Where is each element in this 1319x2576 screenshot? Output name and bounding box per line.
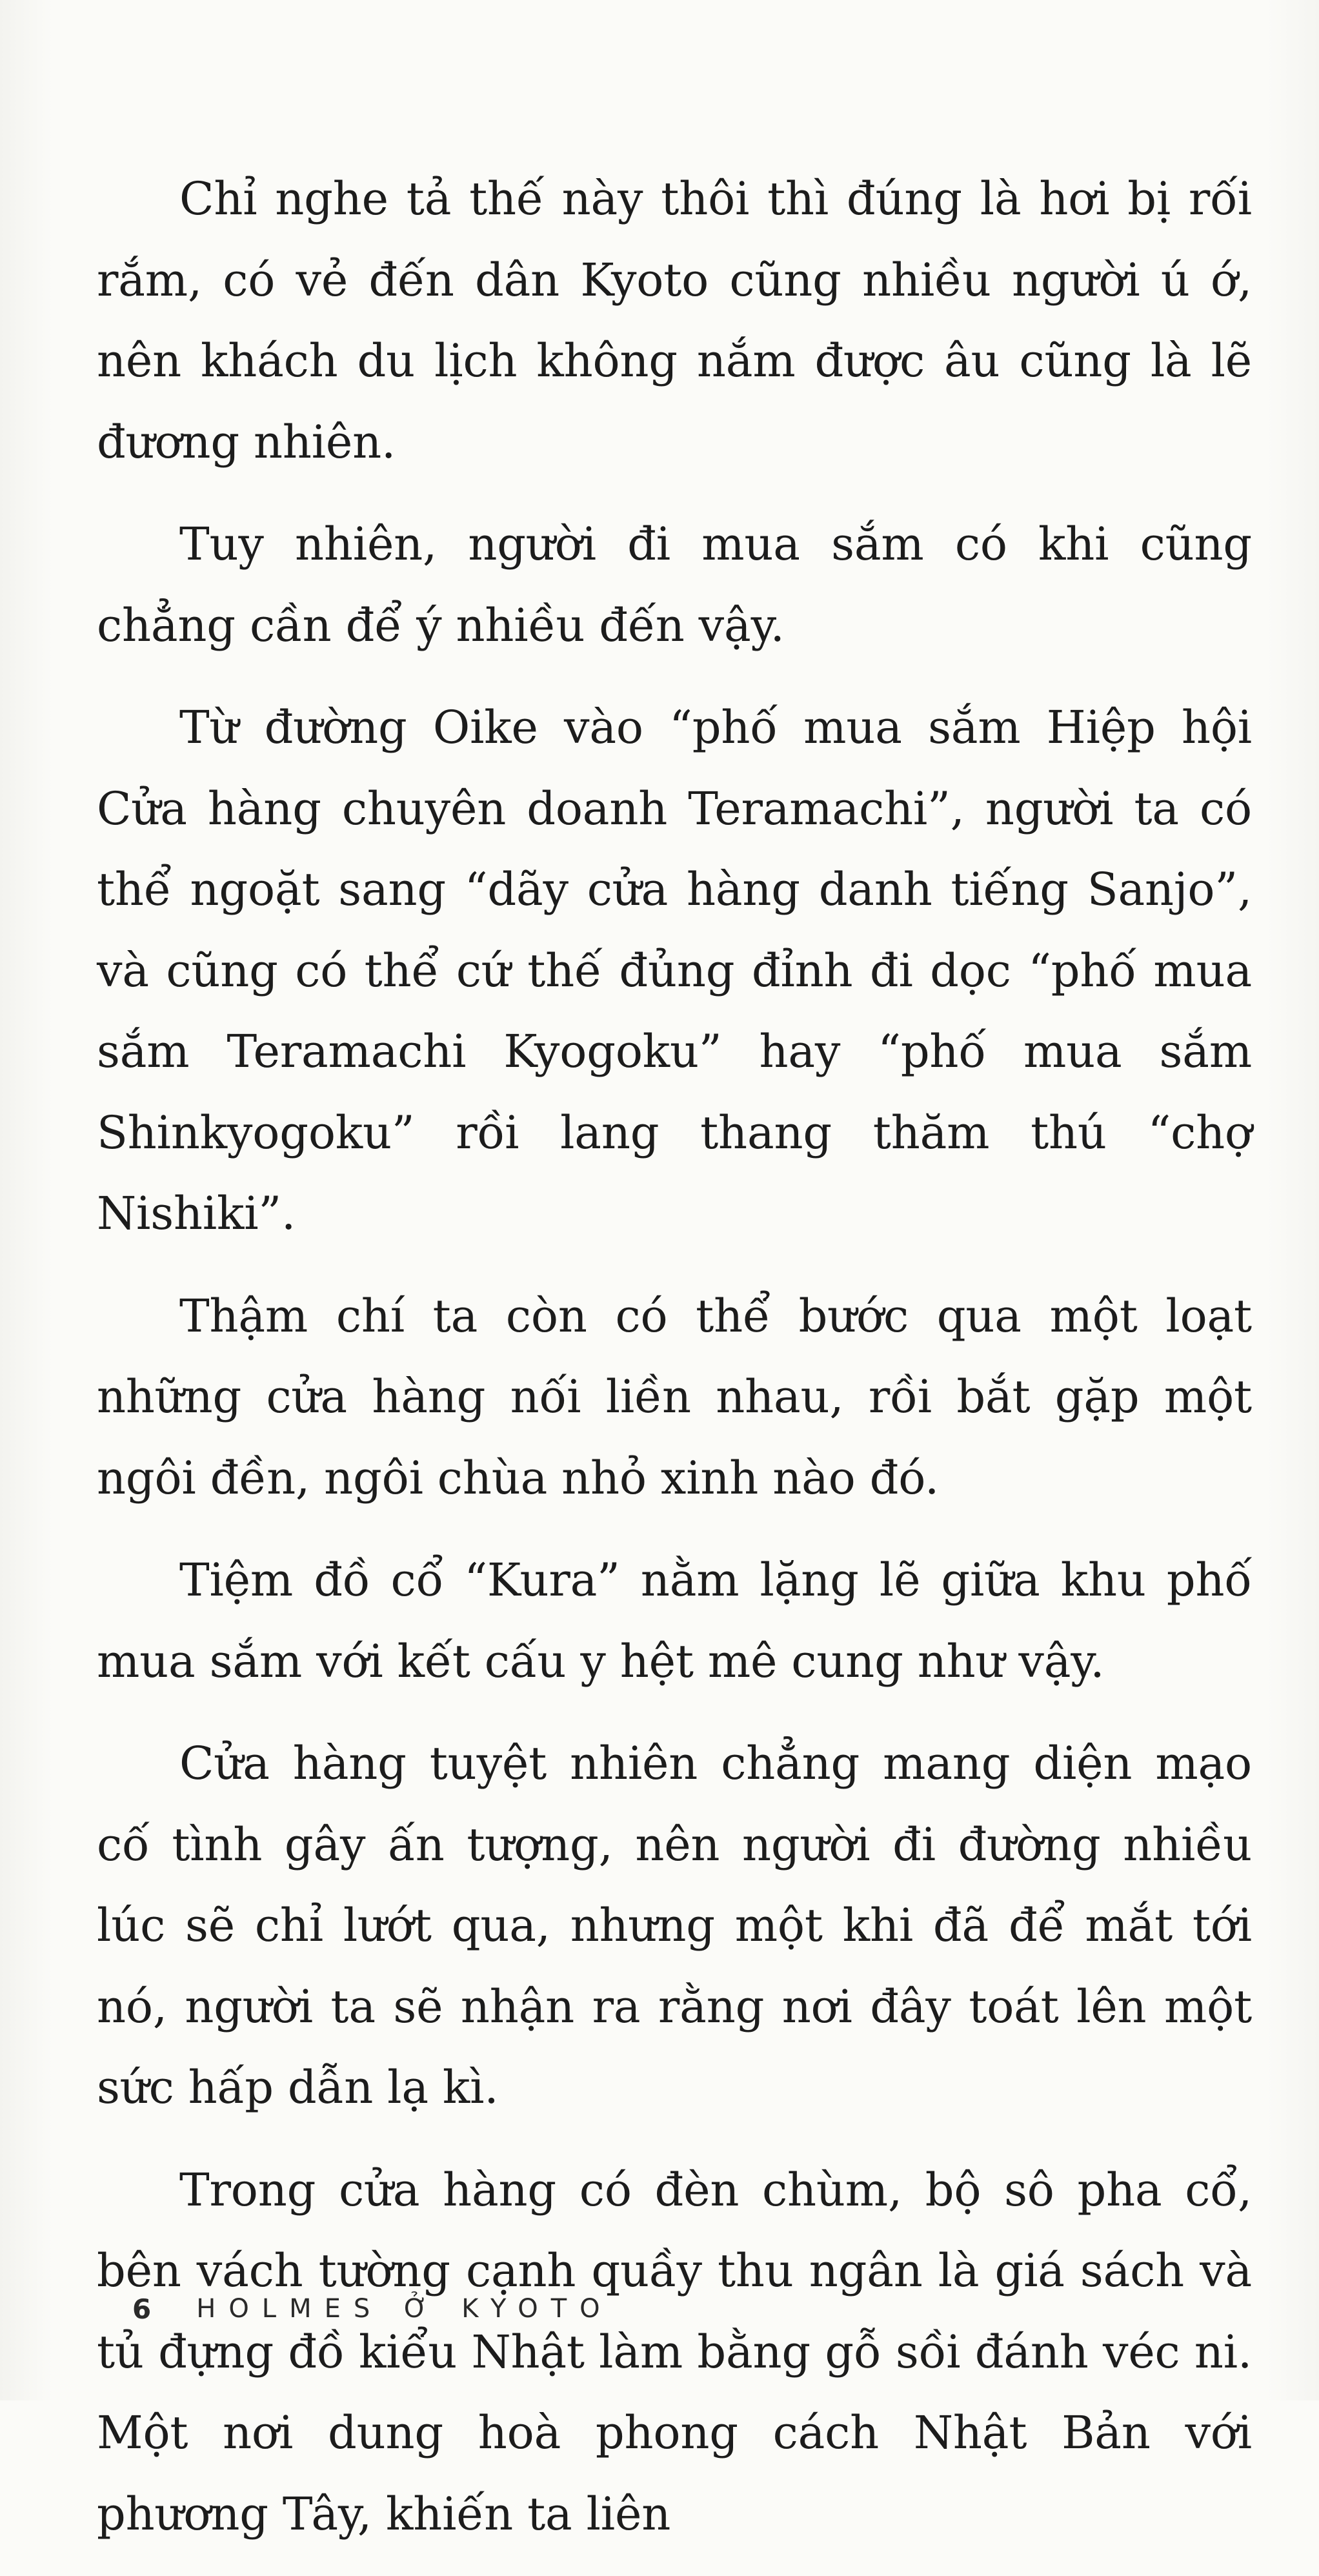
page-footer [132, 2283, 613, 2335]
paragraph: Từ đường Oike vào “phố mua sắm Hiệp hội Cửa hàng chuyên doanh Teramachi”, người ta có thể ngoặt sang “dãy cửa hàng danh tiếng Sanjo”, và cũng có thể cứ thế đủng đỉnh đi dọc “phố mua sắm Teramachi Kyogoku” hay “phố mua sắm Shinkyogoku” rồi lang thang thăm thú “chợ Nishiki”. [97, 701, 1252, 1240]
paragraph: Trong cửa hàng có đèn chùm, bộ sô pha cổ, bên vách tường cạnh quầy thu ngân là giá sách và tủ đựng đồ kiểu Nhật làm bằng gỗ sồi đánh véc ni. Một nơi dung hoà phong cách Nhật Bản với phương Tây, khiến ta liên [97, 2163, 1252, 2541]
body-text [97, 159, 1252, 2576]
paragraph: Cửa hàng tuyệt nhiên chẳng mang diện mạo cố tình gây ấn tượng, nên người đi đường nhiều lúc sẽ chỉ lướt qua, nhưng một khi đã để mắt tới nó, người ta sẽ nhận ra rằng nơi đây toát lên một sức hấp dẫn lạ kì. [97, 1737, 1252, 2114]
paragraph: Tiệm đồ cổ “Kura” nằm lặng lẽ giữa khu phố mua sắm với kết cấu y hệt mê cung như vậy. [97, 1554, 1252, 1688]
paragraph: Thậm chí ta còn có thể bước qua một loạt những cửa hàng nối liền nhau, rồi bắt gặp một ngôi đền, ngôi chùa nhỏ xinh nào đó. [97, 1289, 1252, 1505]
paragraph: Tuy nhiên, người đi mua sắm có khi cũng chẳng cần để ý nhiều đến vậy. [97, 518, 1252, 652]
running-title: HOLMES Ở KYOTO [196, 2294, 613, 2324]
paragraph: Chỉ nghe tả thế này thôi thì đúng là hơi bị rối rắm, có vẻ đến dân Kyoto cũng nhiều người ú ớ, nên khách du lịch không nắm được âu cũng là lẽ đương nhiên. [97, 172, 1252, 469]
page-number: 6 [132, 2293, 152, 2325]
